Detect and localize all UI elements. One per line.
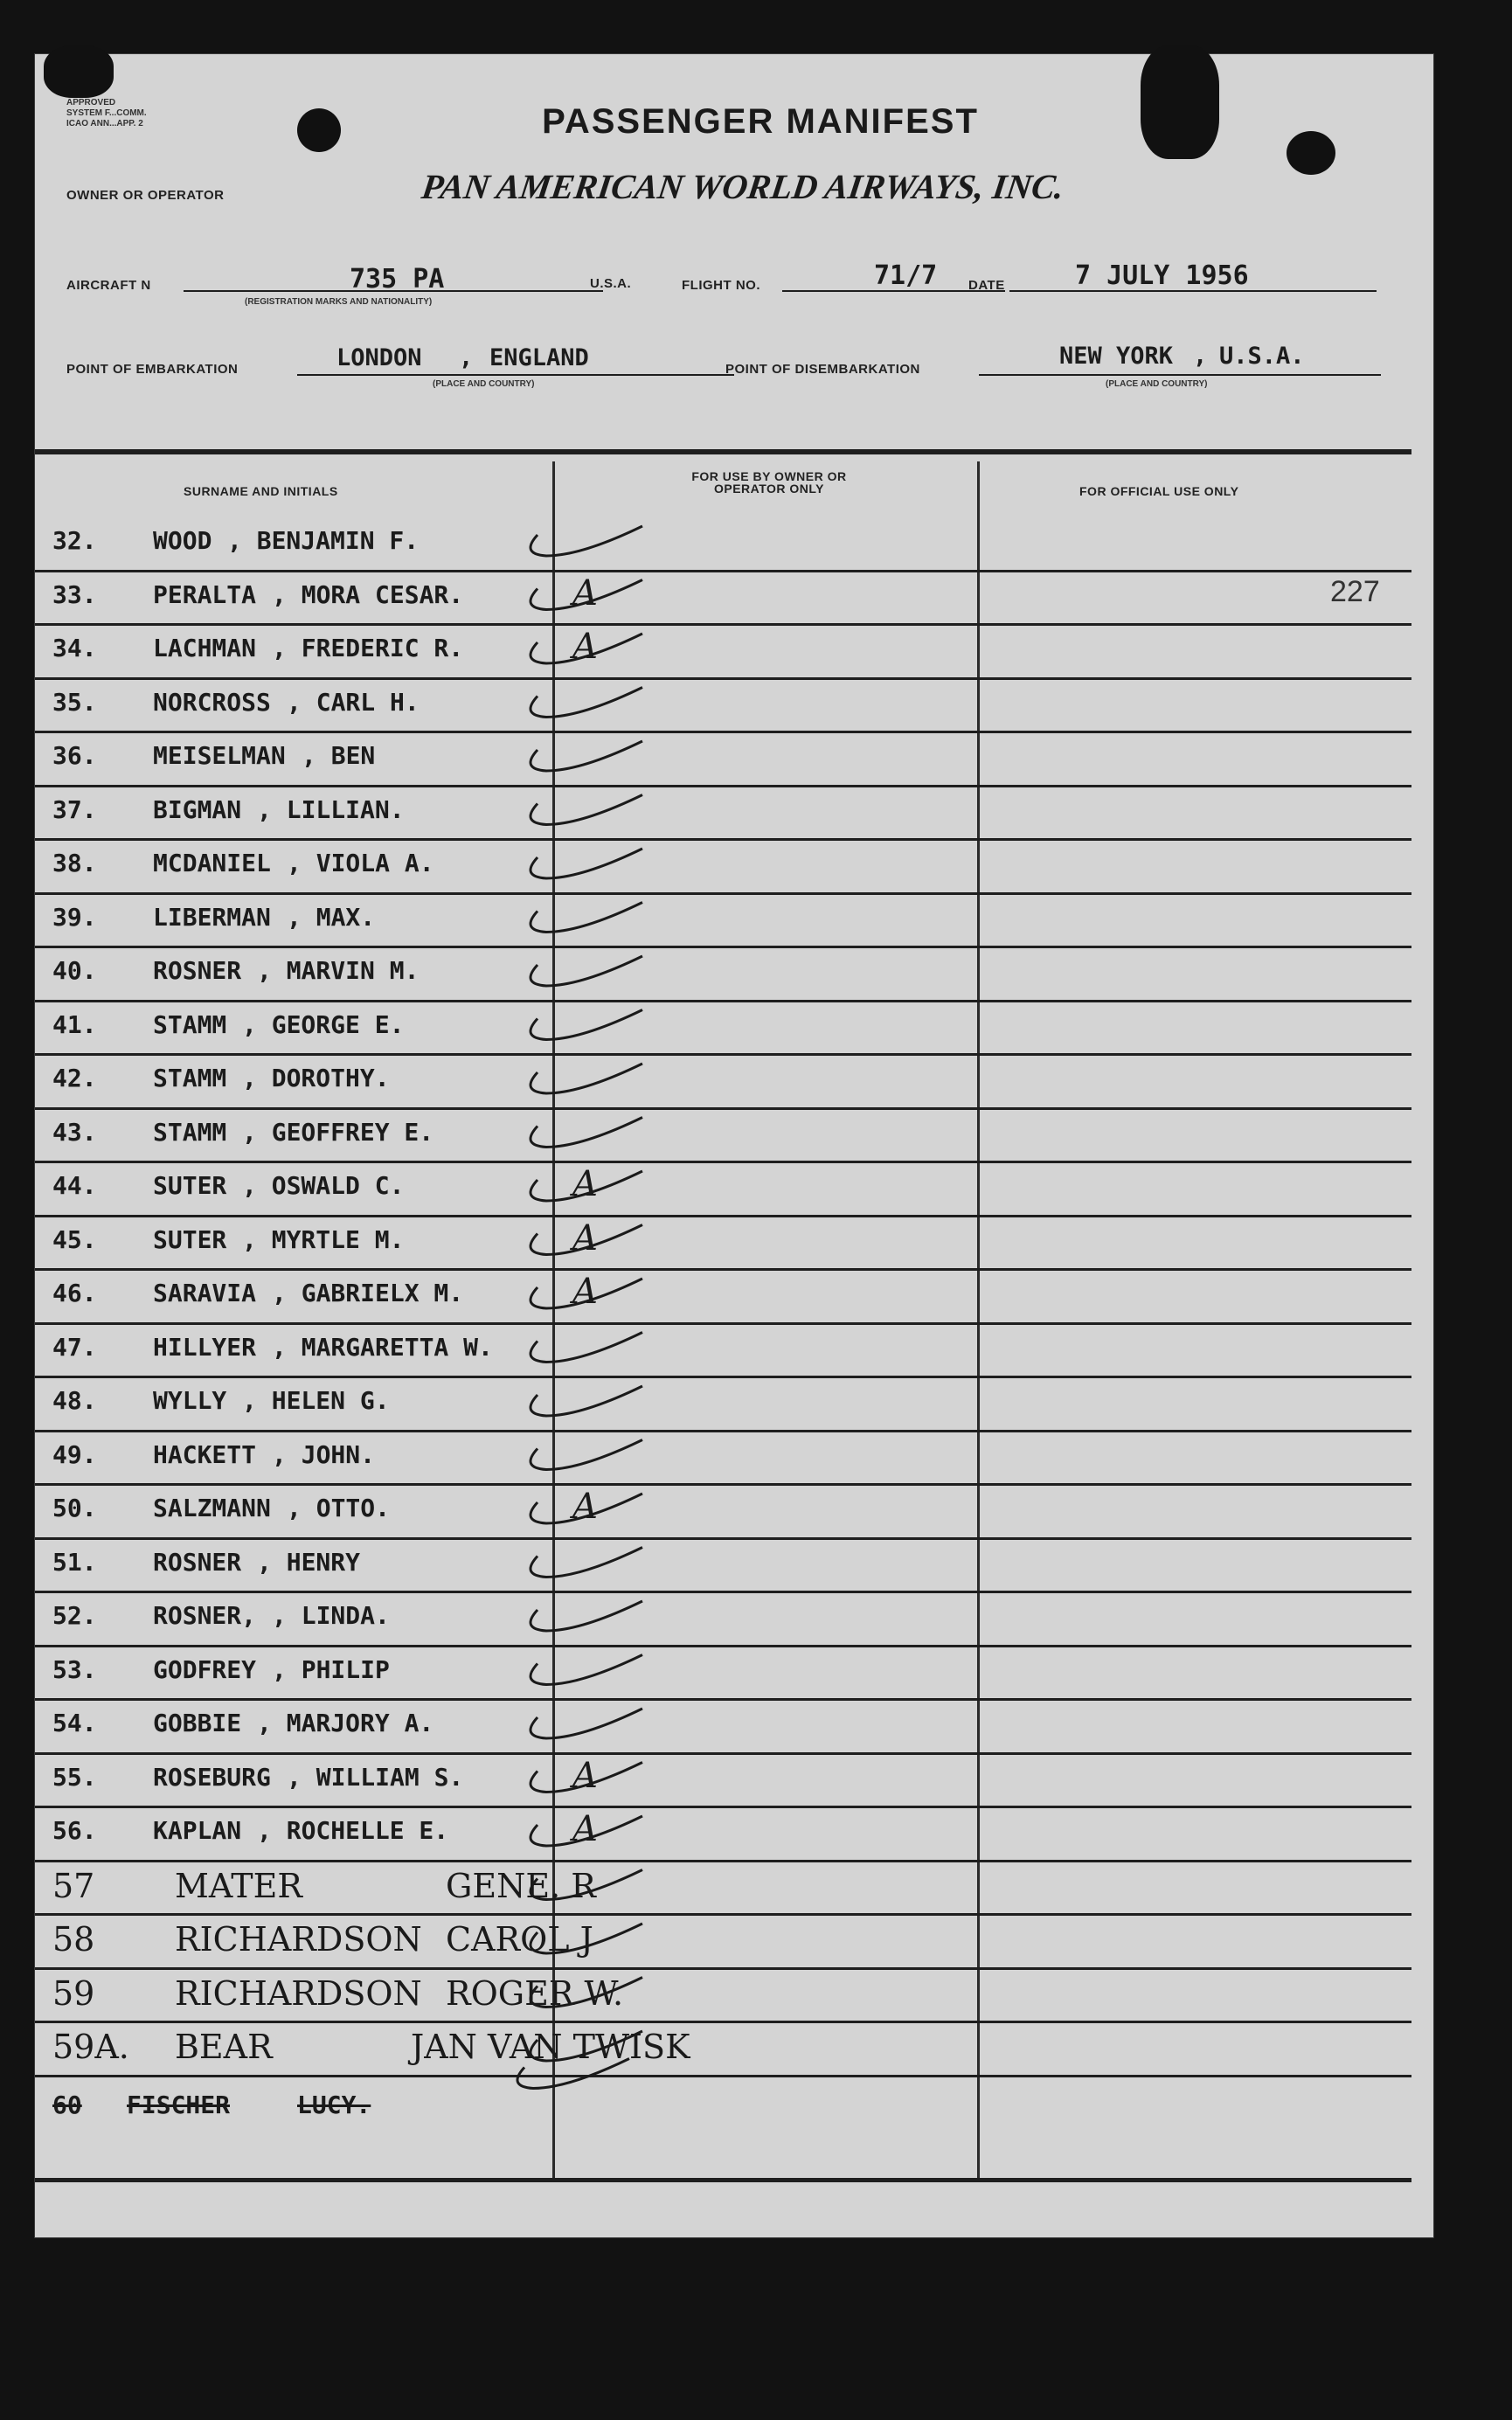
struck-number: 60 [52, 2090, 82, 2119]
row-given-name: , MARGARETTA W. [272, 1332, 493, 1362]
check-mark [531, 688, 642, 718]
handwritten-surname: MATER [175, 1866, 302, 1905]
handwritten-given-name: JAN VAN TWISK [411, 2028, 690, 2066]
row-given-name: , FREDERIC R. [272, 634, 464, 662]
row-surname: SUTER [153, 1171, 227, 1200]
check-mark [531, 849, 642, 878]
row-surname: SALZMANN [153, 1494, 271, 1522]
row-number: 44. [52, 1171, 97, 1200]
row-number: 38. [52, 849, 97, 877]
row-number: 46. [52, 1279, 97, 1307]
check-mark [531, 2031, 642, 2061]
row-given-name: , MARVIN M. [257, 956, 420, 985]
aircraft-value: 735 PA [350, 264, 445, 295]
row-number: 32. [52, 526, 97, 555]
row-surname: MCDANIEL [153, 849, 271, 877]
check-mark [531, 1440, 642, 1470]
row-number: 35. [52, 687, 97, 717]
status-mark-a: A [572, 627, 598, 667]
row-surname: HILLYER [153, 1332, 257, 1362]
row-number: 36. [52, 741, 97, 770]
row-number: 49. [52, 1439, 97, 1469]
row-surname: ROSNER, [153, 1601, 257, 1630]
row-given-name: , OTTO. [287, 1494, 391, 1522]
row-surname: ROSNER [153, 1547, 242, 1577]
row-given-name: , DOROTHY. [242, 1064, 390, 1092]
row-surname: MEISELMAN [153, 741, 286, 770]
date-label: DATE [968, 278, 1005, 293]
check-mark [531, 580, 642, 610]
row-number: 33. [52, 579, 97, 609]
row-given-name: , GABRIELX M. [272, 1279, 464, 1307]
date-value: 7 JULY 1956 [1075, 260, 1249, 291]
check-mark [531, 1816, 642, 1846]
handwritten-number: 58 [52, 1920, 95, 1959]
handwritten-number: 59A. [52, 2028, 129, 2066]
row-given-name: , OSWALD C. [242, 1171, 405, 1200]
page-title: PASSENGER MANIFEST [542, 102, 979, 141]
row-given-name: , LILLIAN. [257, 794, 405, 824]
embark-label: POINT OF EMBARKATION [66, 362, 239, 377]
disembark-comma: , [1193, 343, 1208, 370]
check-mark [531, 1064, 642, 1093]
status-mark-a: A [572, 1217, 598, 1259]
row-given-name: , GEOFFREY E. [242, 1117, 434, 1147]
status-mark-a: A [572, 1164, 598, 1204]
row-surname: GODFREY [153, 1654, 257, 1684]
row-number: 47. [52, 1332, 97, 1362]
embark-country: ENGLAND [489, 344, 589, 371]
check-mark [531, 1225, 642, 1255]
check-mark [531, 1171, 642, 1201]
col-owner-use: FOR USE BY OWNER OR OPERATOR ONLY [691, 469, 847, 496]
check-marks [35, 54, 1433, 2237]
check-mark [517, 2059, 629, 2089]
row-given-name: , ROCHELLE E. [257, 1816, 449, 1845]
check-mark [531, 1601, 642, 1631]
row-number: 50. [52, 1494, 97, 1522]
status-mark-a: A [572, 1487, 598, 1527]
handwritten-surname: RICHARDSON [175, 1920, 422, 1959]
aircraft-label: AIRCRAFT N [66, 278, 151, 293]
row-number: 48. [52, 1386, 97, 1415]
row-number: 37. [52, 794, 97, 824]
row-number: 45. [52, 1224, 97, 1254]
row-number: 40. [52, 956, 97, 985]
col-official-use: FOR OFFICIAL USE ONLY [1079, 484, 1239, 498]
row-surname: HACKETT [153, 1439, 257, 1469]
check-mark [531, 1333, 642, 1363]
check-mark [531, 1763, 642, 1792]
row-number: 41. [52, 1009, 97, 1039]
row-surname: LIBERMAN [153, 902, 271, 932]
official-number: 227 [1330, 574, 1380, 608]
handwritten-surname: BEAR [175, 2028, 273, 2066]
check-mark [531, 1978, 642, 2007]
embark-note: (PLACE AND COUNTRY) [433, 379, 535, 389]
row-surname: SARAVIA [153, 1279, 257, 1307]
handwritten-given-name: CAROL J [446, 1920, 593, 1959]
check-mark [531, 1386, 642, 1416]
status-mark-a: A [572, 572, 598, 614]
check-mark [531, 1548, 642, 1578]
row-given-name: , MAX. [287, 902, 376, 932]
handwritten-surname: RICHARDSON [175, 1973, 422, 2013]
row-surname: STAMM [153, 1064, 227, 1092]
handwritten-given-name: GENE. R [446, 1866, 596, 1905]
approval-line: APPROVED [66, 98, 116, 107]
check-mark [531, 1279, 642, 1308]
row-surname: NORCROSS [153, 687, 271, 717]
handwritten-given-name: ROGER W. [446, 1973, 624, 2013]
row-given-name: , PHILIP [272, 1654, 390, 1684]
row-surname: WOOD [153, 526, 212, 555]
status-mark-a: A [572, 1755, 598, 1796]
row-number: 56. [52, 1816, 97, 1845]
check-mark [531, 1709, 642, 1738]
embark-comma: , [459, 344, 474, 371]
status-mark-a: A [572, 1272, 598, 1312]
check-mark [531, 634, 642, 663]
usa-label: U.S.A. [590, 276, 632, 291]
row-surname: GOBBIE [153, 1709, 242, 1737]
row-given-name: , MYRTLE M. [242, 1224, 405, 1254]
row-surname: KAPLAN [153, 1816, 242, 1845]
row-surname: BIGMAN [153, 794, 242, 824]
row-number: 53. [52, 1654, 97, 1684]
embark-city: LONDON [336, 344, 422, 371]
row-surname: LACHMAN [153, 634, 257, 662]
row-surname: PERALTA [153, 579, 257, 609]
col-surname: SURNAME AND INITIALS [184, 484, 338, 498]
row-given-name: , BENJAMIN F. [227, 526, 420, 555]
row-given-name: , HELEN G. [242, 1386, 390, 1415]
approval-line: SYSTEM F...COMM. [66, 108, 147, 118]
approval-line: ICAO ANN...APP. 2 [66, 119, 143, 128]
row-given-name: , JOHN. [272, 1439, 376, 1469]
row-surname: WYLLY [153, 1386, 227, 1415]
check-mark [531, 1924, 642, 1953]
row-number: 42. [52, 1064, 97, 1092]
row-number: 43. [52, 1117, 97, 1147]
row-surname: SUTER [153, 1224, 227, 1254]
manifest-sheet [35, 54, 1433, 2237]
flight-value: 71/7 [874, 260, 938, 291]
struck-surname: FISCHER [127, 2090, 231, 2119]
row-given-name: , LINDA. [272, 1601, 390, 1630]
row-given-name: , VIOLA A. [287, 849, 434, 877]
disembark-country: U.S.A. [1219, 343, 1305, 370]
row-surname: ROSNER [153, 956, 242, 985]
check-mark [531, 1655, 642, 1685]
registration-note: (REGISTRATION MARKS AND NATIONALITY) [245, 297, 433, 307]
check-mark [531, 1870, 642, 1900]
row-given-name: , WILLIAM S. [287, 1762, 464, 1792]
row-number: 52. [52, 1601, 97, 1630]
disembark-label: POINT OF DISEMBARKATION [725, 362, 920, 377]
operator-name: PAN AMERICAN WORLD AIRWAYS, INC. [419, 167, 1067, 206]
row-number: 51. [52, 1547, 97, 1577]
row-surname: ROSEBURG [153, 1762, 271, 1792]
status-mark-a: A [572, 1809, 598, 1849]
row-given-name: , HENRY [257, 1547, 361, 1577]
check-mark [531, 741, 642, 771]
struck-given-name: LUCY. [297, 2090, 371, 2119]
disembark-city: NEW YORK [1059, 343, 1174, 370]
check-mark [531, 1010, 642, 1040]
check-mark [531, 1118, 642, 1148]
disembark-note: (PLACE AND COUNTRY) [1106, 379, 1208, 389]
row-given-name: , CARL H. [287, 687, 420, 717]
handwritten-number: 57 [52, 1866, 95, 1905]
check-mark [531, 956, 642, 986]
handwritten-number: 59 [52, 1973, 95, 2013]
row-surname: STAMM [153, 1009, 227, 1039]
check-mark [531, 903, 642, 933]
check-mark [531, 795, 642, 825]
owner-label: OWNER OR OPERATOR [66, 188, 225, 203]
check-mark [531, 1494, 642, 1523]
flight-label: FLIGHT NO. [682, 278, 760, 293]
row-given-name: , GEORGE E. [242, 1009, 405, 1039]
row-given-name: , MARJORY A. [257, 1709, 434, 1737]
row-number: 39. [52, 902, 97, 932]
row-given-name: , BEN [302, 741, 376, 770]
row-number: 55. [52, 1762, 97, 1792]
row-surname: STAMM [153, 1117, 227, 1147]
row-given-name: , MORA CESAR. [272, 579, 464, 609]
row-number: 54. [52, 1709, 97, 1737]
check-mark [531, 526, 642, 556]
row-number: 34. [52, 634, 97, 662]
